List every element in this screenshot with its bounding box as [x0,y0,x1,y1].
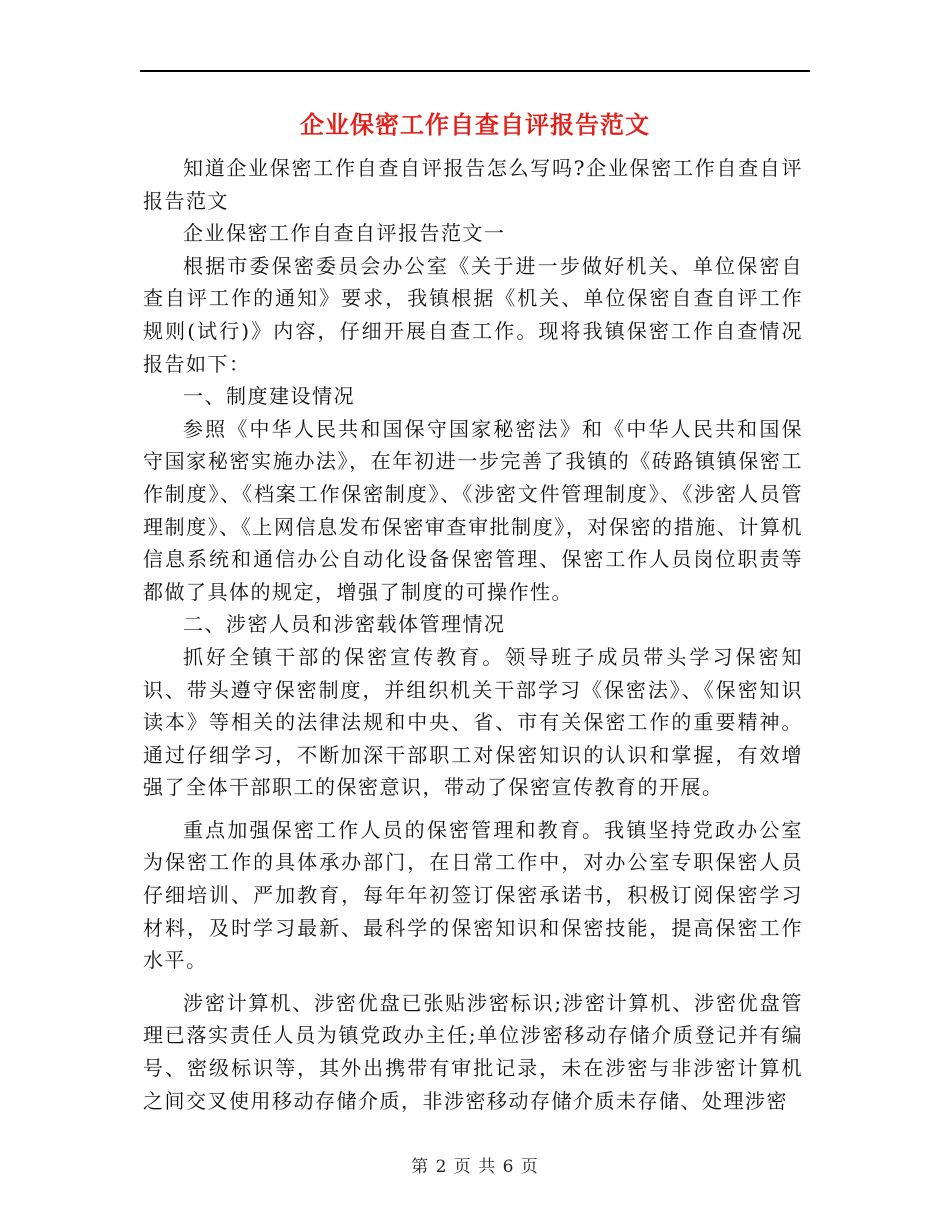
section-heading-1: 一、制度建设情况 [183,384,355,409]
document-body [143,152,803,1117]
paragraph-education: 抓好全镇干部的保密宣传教育。领导班子成员带头学习保密知识、带头遵守保密制度，并组织机关干部学习《保密法》、《保密知识读本》等相关的法律法规和中央、省、市有关保密工作的重要精神。通过仔细学习，不断加深干部职工对保密知识的认识和掌握，有效增强了全体干部职工的保密意识，带动了保密宣传教育的开展。 [143,644,803,800]
paragraph-system: 参照《中华人民共和国保守国家秘密法》和《中华人民共和国保守国家秘密实施办法》，在年初进一步完善了我镇的《砖路镇镇保密工作制度》、《档案工作保密制度》、《涉密文件管理制度》、《涉密人员管理制度》、《上网信息发布保密审查审批制度》，对保密的措施、计算机信息系统和通信办公自动化设备保密管理、保密工作人员岗位职责等都做了具体的规定，增强了制度的可操作性。 [143,416,803,604]
page-footer: 第 2 页 共 6 页 [411,1157,539,1177]
paragraph-staff: 重点加强保密工作人员的保密管理和教育。我镇坚持党政办公室为保密工作的具体承办部门，在日常工作中，对办公室专职保密人员仔细培训、严加教育，每年年初签订保密承诺书，积极订阅保密学习材料，及时学习最新、最科学的保密知识和保密技能，提高保密工作水平。 [143,817,803,973]
paragraph-media: 涉密计算机、涉密优盘已张贴涉密标识;涉密计算机、涉密优盘管理已落实责任人员为镇党政办主任;单位涉密移动存储介质登记并有编号、密级标识等，其外出携带有审批记录，未在涉密与非涉密计算机之间交叉使用移动存储介质，非涉密移动存储介质未存储、处理涉密 [143,990,803,1113]
section-heading-2: 二、涉密人员和涉密载体管理情况 [183,612,506,637]
document-title: 企业保密工作自查自评报告范文 [300,111,650,139]
header-rule [140,70,810,72]
paragraph-intro: 知道企业保密工作自查自评报告怎么写吗?企业保密工作自查自评报告范文 [143,156,803,213]
paragraph-background: 根据市委保密委员会办公室《关于进一步做好机关、单位保密自查自评工作的通知》要求，我镇根据《机关、单位保密自查自评工作规则(试行)》内容，仔细开展自查工作。现将我镇保密工作自查情况报告如下： [143,253,803,376]
paragraph-subtitle: 企业保密工作自查自评报告范文一 [183,221,506,246]
